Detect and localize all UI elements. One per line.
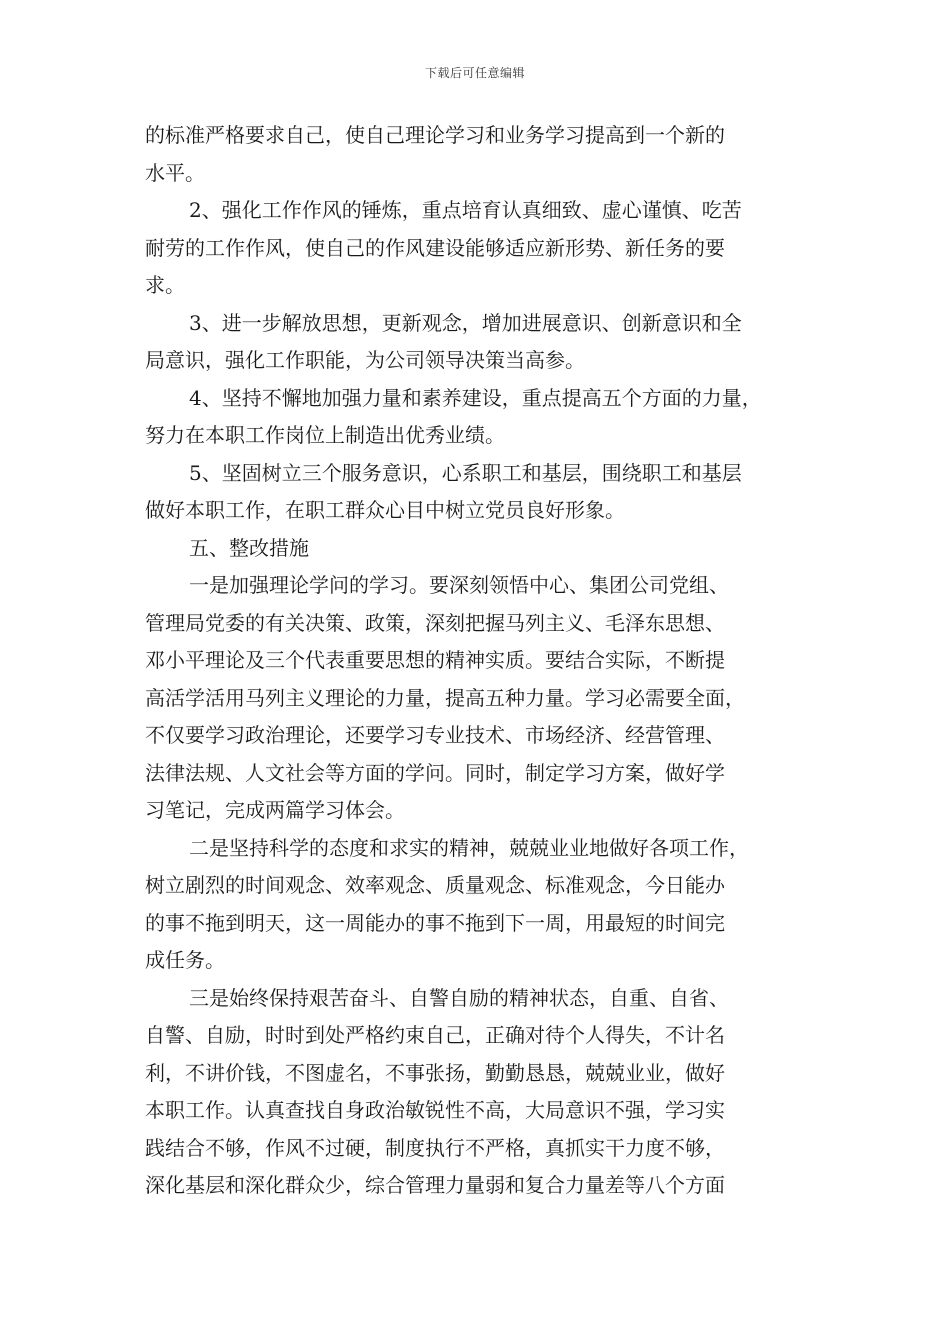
text-line: 努力在本职工作岗位上制造出优秀业绩。 [145, 423, 505, 447]
text-line: 三是始终保持艰苦奋斗、自警自励的精神状态，自重、自省、 [189, 985, 729, 1010]
text-line: 邓小平理论及三个代表重要思想的精神实质。要结合实际，不断提 [145, 648, 725, 672]
text-line: 二是坚持科学的态度和求实的精神，兢兢业业地做好各项工作， [189, 835, 749, 860]
text-line: 践结合不够，作风不过硬，制度执行不严格，真抓实干力度不够， [145, 1135, 725, 1160]
text-line: 的标准严格要求自己，使自己理论学习和业务学习提高到一个新的 [145, 123, 725, 147]
text-line: 树立剧烈的时间观念、效率观念、质量观念、标准观念，今日能办 [145, 873, 725, 897]
text-line: 本职工作。认真查找自身政治敏锐性不高，大局意识不强，学习实 [145, 1098, 725, 1122]
text-line: 4、坚持不懈地加强力量和素养建设，重点提高五个方面的力量， [189, 385, 762, 410]
text-line: 水平。 [145, 160, 205, 185]
text-line: 一是加强理论学问的学习。要深刻领悟中心、集团公司党组、 [189, 573, 729, 597]
page-header: 下载后可任意编辑 [424, 66, 525, 80]
text-line: 利，不讲价钱，不图虚名，不事张扬，勤勤恳恳，兢兢业业，做好 [145, 1060, 725, 1085]
text-line: 的事不拖到明天，这一周能办的事不拖到下一周，用最短的时间完 [145, 910, 725, 935]
text-line: 习笔记，完成两篇学习体会。 [145, 798, 405, 822]
text-line: 3、进一步解放思想，更新观念，增加进展意识、创新意识和全 [189, 310, 742, 335]
text-line: 求。 [145, 273, 185, 297]
text-line: 五、整改措施 [189, 535, 309, 560]
text-line: 做好本职工作，在职工群众心目中树立党员良好形象。 [145, 498, 625, 522]
text-line: 高活学活用马列主义理论的力量，提高五种力量。学习必需要全面， [145, 685, 745, 710]
text-line: 不仅要学习政治理论，还要学习专业技术、市场经济、经营管理、 [145, 723, 725, 747]
text-line: 5、坚固树立三个服务意识，心系职工和基层，围绕职工和基层 [189, 460, 742, 485]
text-line: 深化基层和深化群众少，综合管理力量弱和复合力量差等八个方面 [145, 1173, 725, 1197]
text-line: 耐劳的工作作风，使自己的作风建设能够适应新形势、新任务的要 [145, 235, 725, 260]
text-line: 局意识，强化工作职能，为公司领导决策当高参。 [145, 348, 585, 372]
text-line: 自警、自励，时时到处严格约束自己，正确对待个人得失，不计名 [145, 1023, 725, 1047]
text-line: 成任务。 [145, 948, 225, 972]
text-line: 管理局党委的有关决策、政策，深刻把握马列主义、毛泽东思想、 [145, 610, 725, 635]
text-line: 法律法规、人文社会等方面的学问。同时，制定学习方案，做好学 [145, 760, 725, 785]
text-line: 2、强化工作作风的锤炼，重点培育认真细致、虚心谨慎、吃苦 [189, 198, 742, 222]
document-body [145, 117, 813, 1205]
